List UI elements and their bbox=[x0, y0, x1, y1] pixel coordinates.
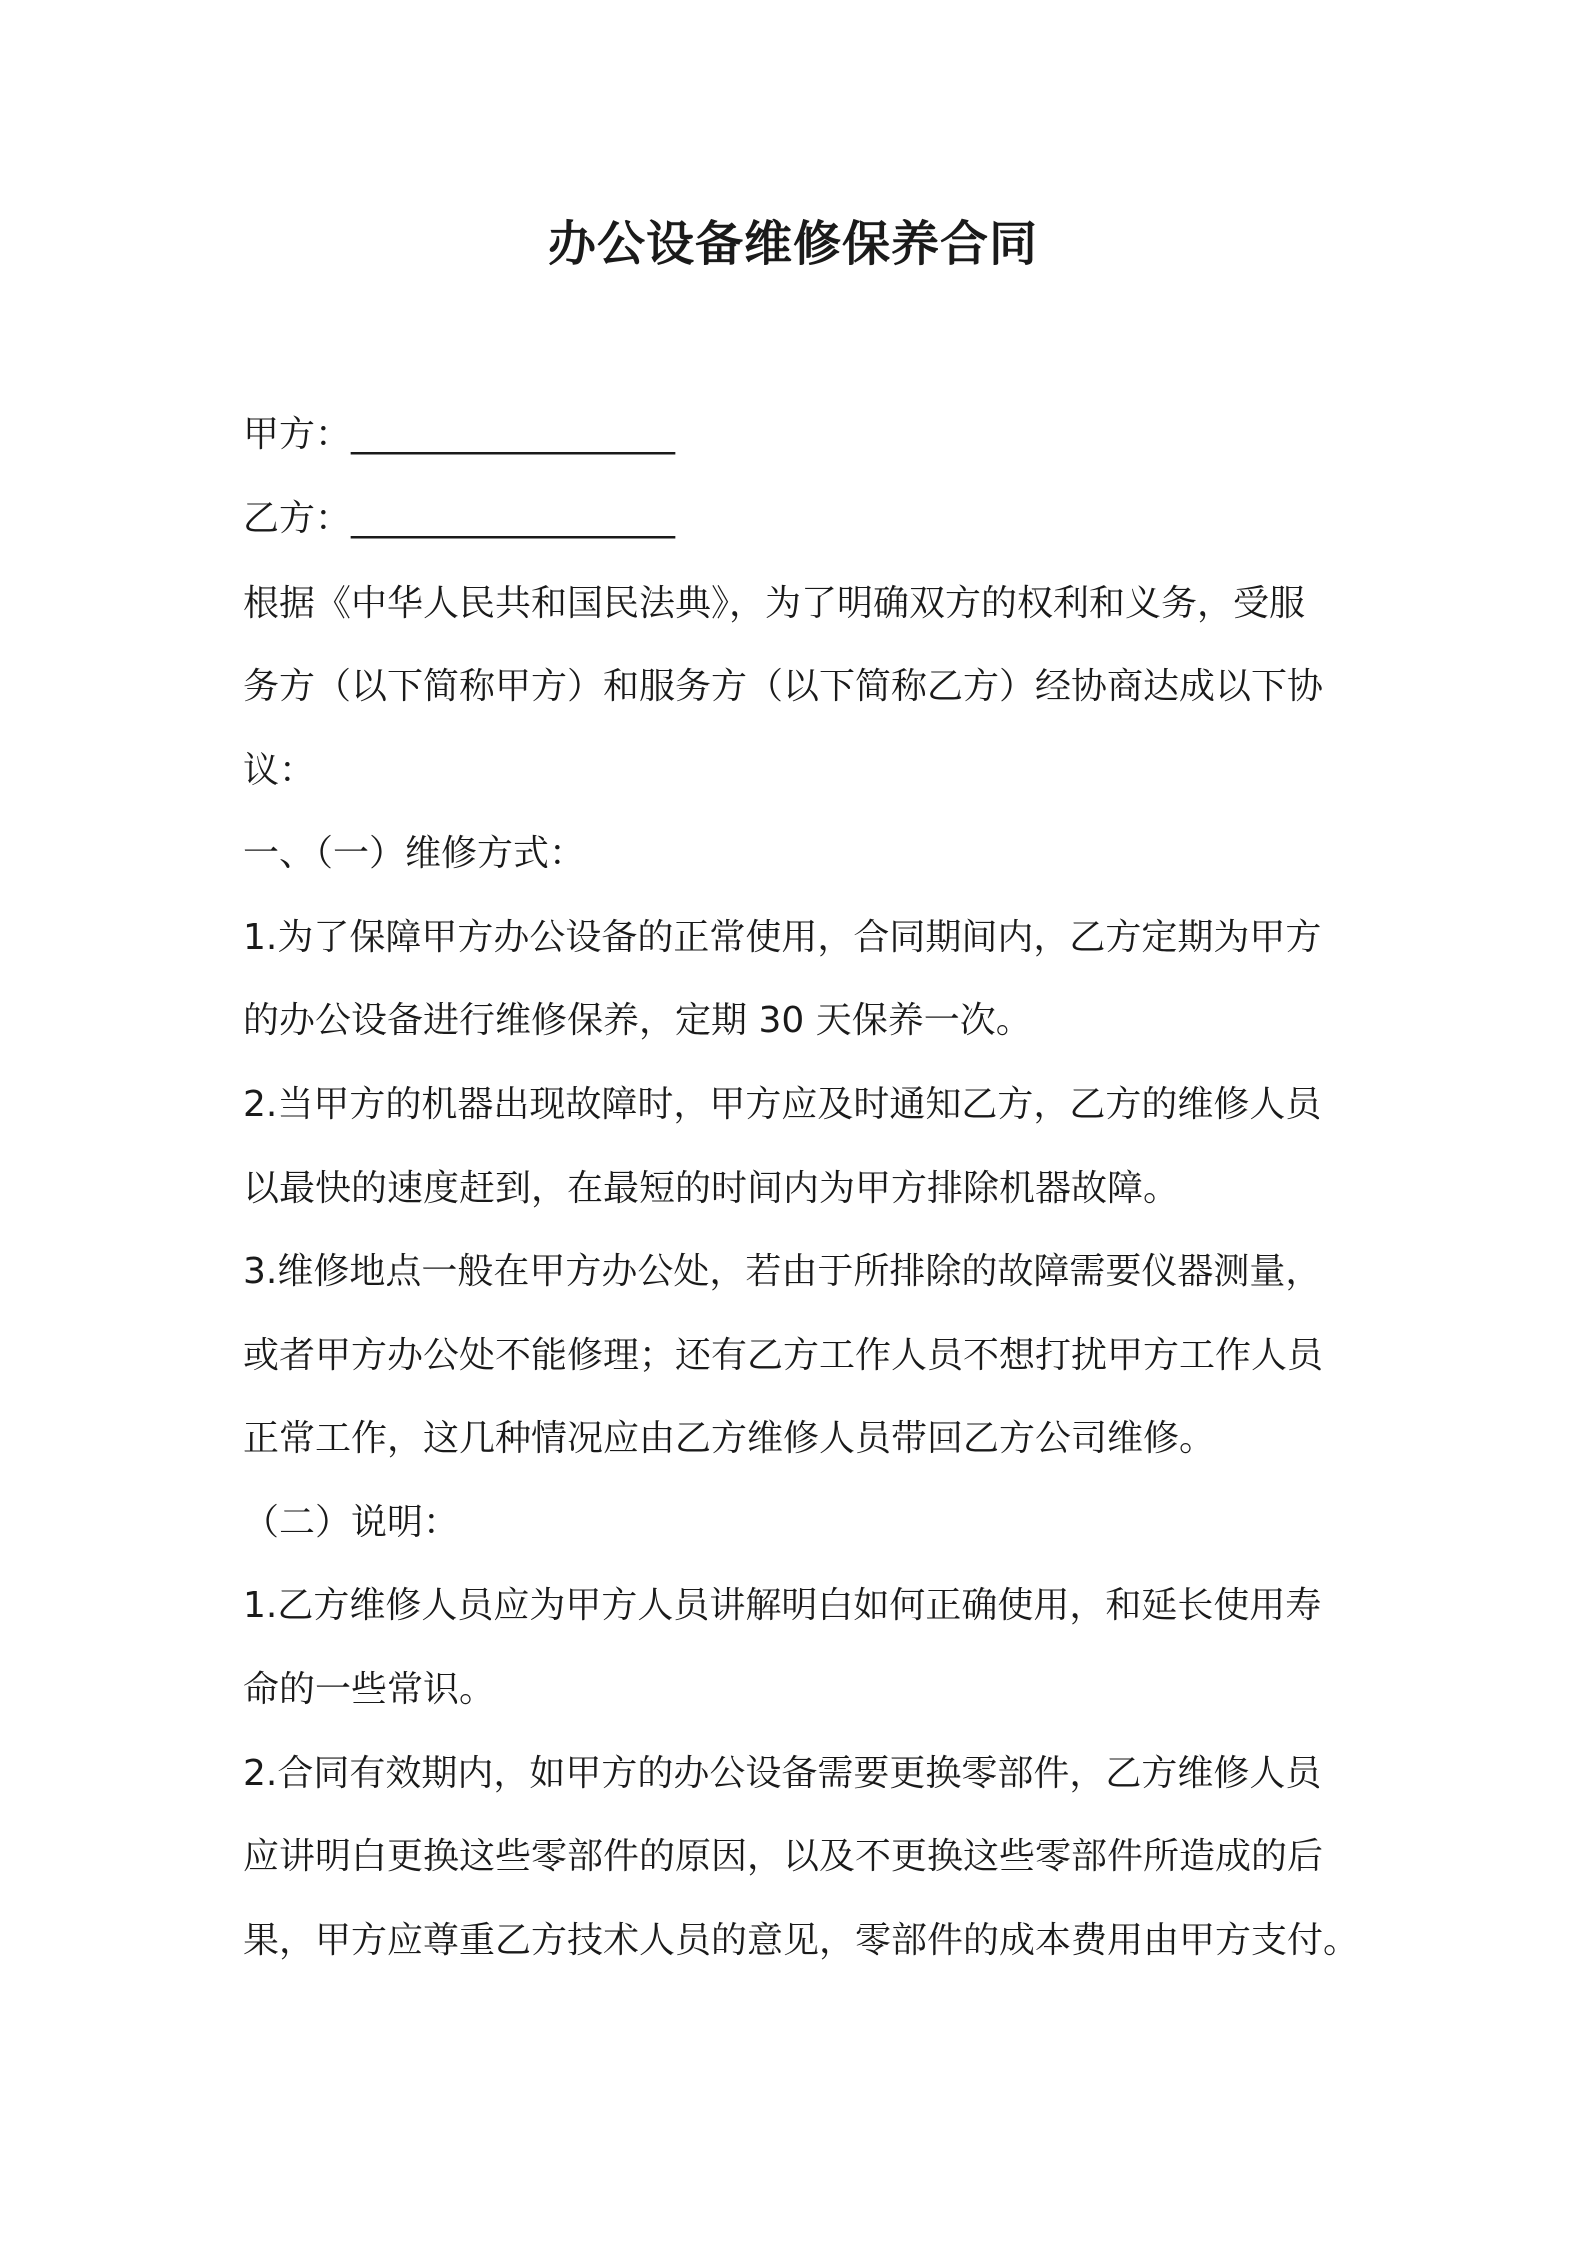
section-heading: （二）说明： bbox=[243, 1502, 460, 1543]
paragraph-line: 以最快的速度赶到，在最短的时间内为甲方排除机器故障。 bbox=[243, 1168, 1180, 1209]
paragraph-line: 3.维修地点一般在甲方办公处，若由于所排除的故障需要仪器测量， bbox=[243, 1251, 1322, 1292]
paragraph-line: 务方（以下简称甲方）和服务方（以下简称乙方）经协商达成以下协 bbox=[243, 666, 1324, 707]
paragraph-line: 根据《中华人民共和国民法典》，为了明确双方的权利和义务，受服 bbox=[243, 583, 1306, 624]
document-title: 办公设备维修保养合同 bbox=[547, 216, 1038, 272]
paragraph-line: 正常工作，这几种情况应由乙方维修人员带回乙方公司维修。 bbox=[243, 1418, 1216, 1459]
paragraph-line: 果，甲方应尊重乙方技术人员的意见，零部件的成本费用由甲方支付。 bbox=[243, 1920, 1360, 1961]
paragraph-line: 议： bbox=[243, 750, 316, 791]
paragraph-line: 2.合同有效期内，如甲方的办公设备需要更换零部件，乙方维修人员 bbox=[243, 1753, 1322, 1794]
paragraph-line: 或者甲方办公处不能修理；还有乙方工作人员不想打扰甲方工作人员 bbox=[243, 1335, 1324, 1376]
paragraph-line: 命的一些常识。 bbox=[243, 1669, 496, 1710]
paragraph-line: 1.乙方维修人员应为甲方人员讲解明白如何正确使用，和延长使用寿 bbox=[243, 1585, 1322, 1626]
party-a-line: 甲方：__________________ bbox=[243, 414, 676, 455]
paragraph-line: 1.为了保障甲方办公设备的正常使用，合同期间内，乙方定期为甲方 bbox=[243, 917, 1322, 958]
paragraph-line: 的办公设备进行维修保养，定期 30 天保养一次。 bbox=[243, 1000, 1032, 1041]
paragraph-line: 应讲明白更换这些零部件的原因，以及不更换这些零部件所造成的后 bbox=[243, 1836, 1324, 1877]
section-heading: 一、（一）维修方式： bbox=[243, 833, 586, 874]
paragraph-line: 2.当甲方的机器出现故障时，甲方应及时通知乙方，乙方的维修人员 bbox=[243, 1084, 1322, 1125]
party-b-line: 乙方：__________________ bbox=[243, 498, 676, 539]
